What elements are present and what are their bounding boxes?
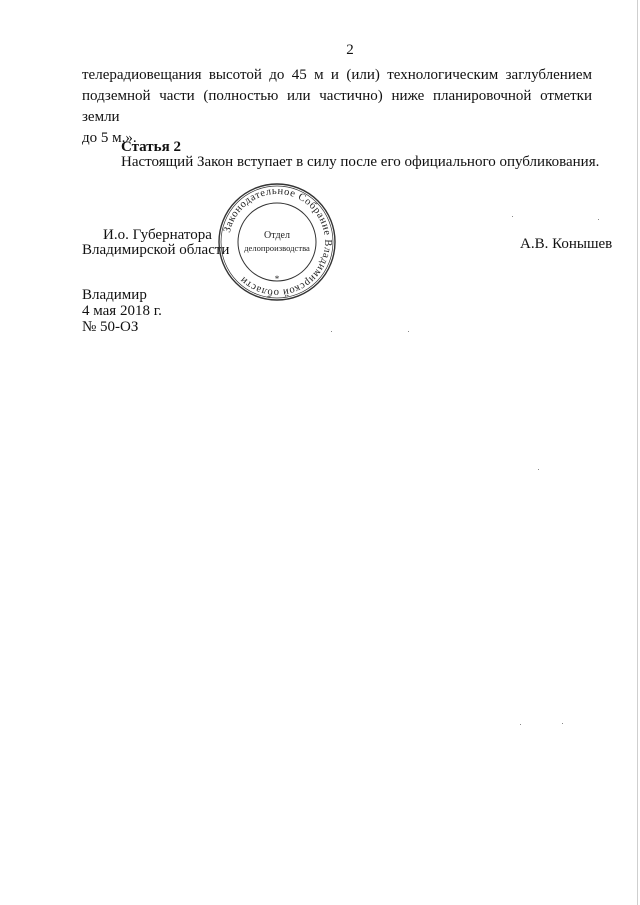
scan-speck — [512, 216, 513, 217]
scan-speck — [562, 723, 563, 724]
seal-line-1: Отдел — [264, 230, 290, 241]
article-heading: Статья 2 — [121, 139, 181, 155]
city: Владимир — [82, 287, 147, 303]
body-paragraph — [82, 65, 592, 149]
law-number: № 50-ОЗ — [82, 319, 139, 335]
signer-name: А.В. Конышев — [520, 236, 613, 252]
signing-date: 4 мая 2018 г. — [82, 303, 162, 319]
seal-star-icon: * — [274, 274, 280, 284]
page-number: 2 — [346, 42, 354, 58]
body-line: телерадиовещания высотой до 45 м и (или) технологическим заглублением — [82, 67, 592, 83]
scan-speck — [331, 331, 332, 332]
signer-region: Владимирской области — [82, 242, 230, 258]
document-footer — [82, 287, 162, 335]
official-seal — [216, 181, 338, 303]
scan-speck — [520, 724, 521, 725]
page-edge — [637, 0, 638, 905]
body-line: подземной части (полностью или частично) ниже планировочной отметки земли — [82, 88, 592, 125]
signer-title: И.о. Губернатора — [103, 227, 212, 243]
seal-line-2: делопроизводства — [244, 243, 310, 253]
scan-speck — [598, 219, 599, 220]
seal-ring-text: Законодательное Собрание Владимирской области — [221, 185, 334, 299]
scan-speck — [408, 331, 409, 332]
scan-speck — [538, 469, 539, 470]
article-text: Настоящий Закон вступает в силу после его официального опубликования. — [121, 154, 600, 170]
body-line: до 5 м.». — [82, 130, 137, 146]
